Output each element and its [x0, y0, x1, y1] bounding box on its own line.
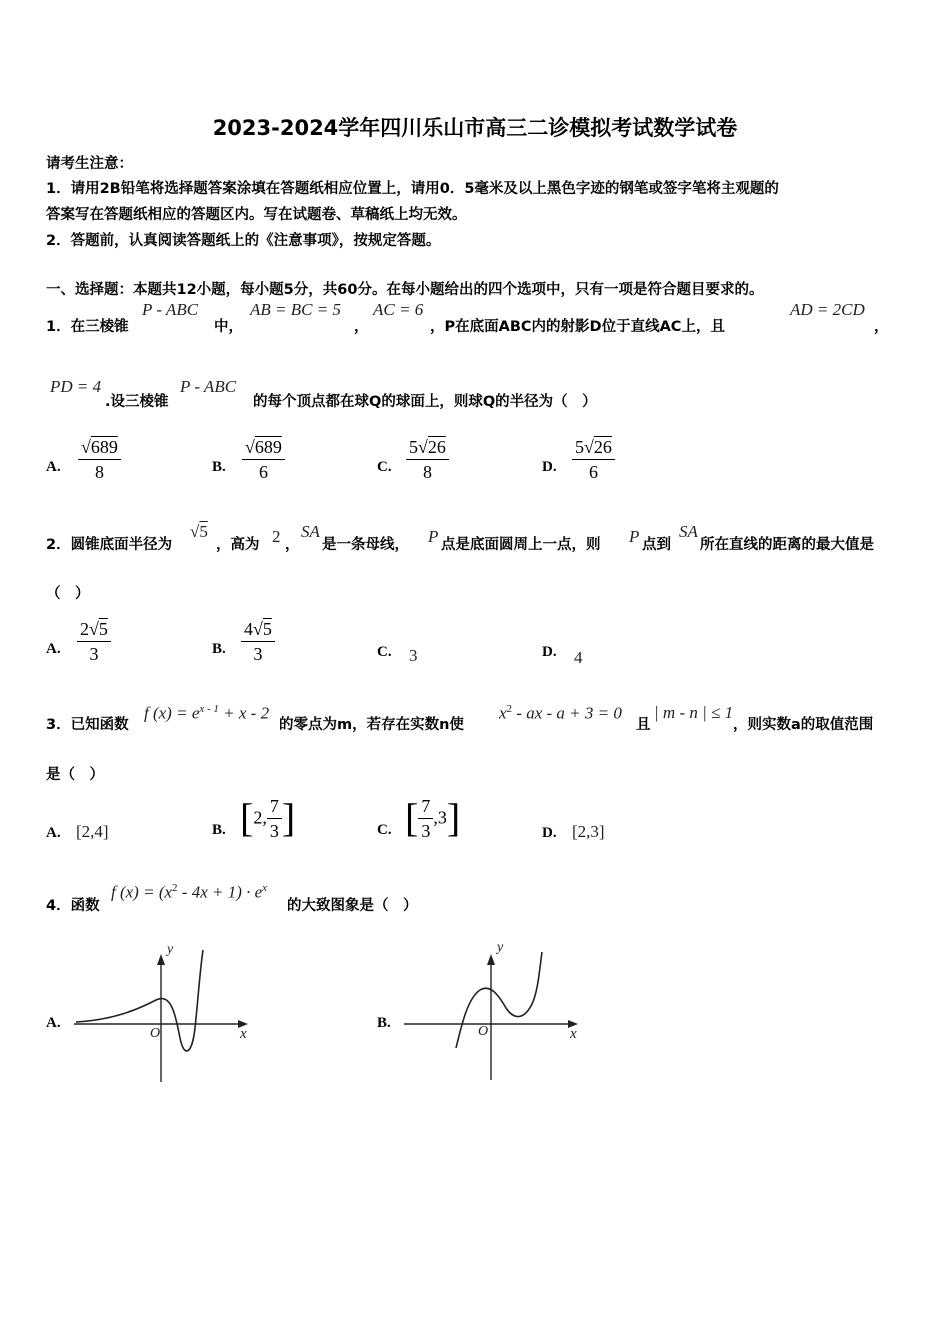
q4-a-origin-label: O	[150, 1026, 161, 1041]
q4-function	[111, 882, 267, 903]
q2-p-2: P	[629, 527, 640, 546]
q2-sa-2: SA	[679, 522, 698, 541]
q3-option-c-numerator: 7	[418, 794, 433, 819]
q3-abs-condition: | m - n | ≤ 1	[654, 703, 734, 722]
q2-option-a-coef: 2	[80, 619, 89, 639]
q2-text-8: （ ）	[46, 586, 90, 602]
q4-b-origin-label: O	[478, 1024, 489, 1039]
q1-text-5: ，	[874, 319, 889, 335]
q1-math-3: AC = 6	[373, 300, 424, 319]
q3-text-2: 的零点为m，若存在实数n使	[279, 717, 464, 733]
q3-function-base: f (x) = e	[144, 703, 200, 723]
q4-option-b-svg	[402, 938, 592, 1083]
q2-sa-1: SA	[301, 522, 320, 541]
q2-p-1: P	[428, 527, 439, 546]
q1-math-5: PD = 4	[50, 377, 102, 396]
q3-option-c-value: [ $\frac{7}{3}$ ,3]	[405, 795, 461, 841]
q4-option-a-label: A.	[46, 1015, 61, 1031]
q1-option-a-denominator: 8	[94, 462, 104, 482]
q3-option-c-right: ,3	[433, 807, 447, 828]
q1-text-2: 中，	[214, 319, 243, 335]
q1-text-1: 1．在三棱锥	[46, 319, 129, 335]
q3-option-c-label: C.	[377, 822, 392, 838]
q3-text-3: 且	[636, 717, 651, 733]
q4-a-y-label: y	[167, 942, 174, 957]
q1-option-c-value: $\frac{5√26}{8}$	[406, 435, 449, 484]
q3-equation-base: x	[499, 703, 507, 723]
section-heading: 一、选择题：本题共12小题，每小题5分，共60分。在每小题给出的四个选项中，只有一项是符合题目要求的。	[46, 282, 764, 298]
q1-option-b-denominator: 6	[258, 462, 268, 482]
q2-option-a-denominator: 3	[89, 644, 99, 664]
q2-text-2: ，高为	[216, 537, 260, 553]
q1-option-d-value: $\frac{5√26}{6}$	[572, 435, 615, 484]
q1-text-6: .设三棱锥	[105, 394, 169, 410]
notice-heading: 请考生注意：	[46, 156, 133, 172]
q2-text-3: ，	[285, 537, 300, 553]
q3-option-d[interactable]	[542, 822, 605, 842]
q4-b-y-arrow	[487, 954, 495, 965]
notice-line-1-cont: 答案写在答题纸相应的答题区内。写在试题卷、草稿纸上均无效。	[46, 207, 467, 223]
q3-option-d-label: D.	[542, 825, 557, 841]
q4-b-y-label: y	[497, 940, 504, 955]
q4-function-base: f (x) = (x	[111, 882, 173, 902]
q2-option-c-label: C.	[377, 644, 392, 660]
q2-option-d-value: 4	[574, 648, 583, 667]
q1-option-a-label: A.	[46, 459, 61, 475]
q4-function-mid: - 4x + 1) · e	[177, 882, 263, 902]
page-title: 2023-2024学年四川乐山市高三二诊模拟考试数学试卷	[212, 116, 738, 140]
q1-option-c-radicand: 26	[427, 437, 446, 457]
q1-option-d-coef: 5	[575, 437, 584, 457]
q1-text-7: 的每个顶点都在球Q的球面上，则球Q的半径为（ ）	[253, 394, 597, 410]
q1-option-d-label: D.	[542, 459, 557, 475]
q2-option-b-coef: 4	[244, 619, 253, 639]
q2-option-a-value: $\frac{2√5}{3}$	[77, 617, 111, 666]
q3-equation	[499, 703, 622, 724]
q1-option-b-value: $\frac{√689}{6}$	[242, 435, 285, 484]
q2-option-b-denominator: 3	[253, 644, 263, 664]
q3-option-b-denominator: 3	[269, 820, 279, 841]
q2-text-1: 2．圆锥底面半径为	[46, 537, 173, 553]
q3-text-5: 是（ ）	[46, 767, 104, 783]
q2-text-6: 点到	[642, 537, 671, 553]
q3-option-a-value: [2,4]	[76, 822, 109, 841]
q2-radius-radicand: 5	[199, 522, 208, 541]
q3-option-b-left: 2,	[253, 807, 267, 828]
q4-a-curve	[76, 950, 203, 1051]
q3-option-a-label: A.	[46, 825, 61, 841]
q1-option-d-radicand: 26	[593, 437, 612, 457]
q4-option-a-svg	[72, 940, 262, 1085]
q3-option-b-numerator: 7	[267, 794, 282, 819]
q2-text-4: 是一条母线，	[322, 537, 409, 553]
q4-text-2: 的大致图象是（ ）	[287, 898, 418, 914]
q4-option-b-graph[interactable]	[402, 938, 592, 1083]
q1-option-d-denominator: 6	[588, 462, 598, 482]
q2-radius: √5	[190, 522, 208, 541]
q4-text-1: 4．函数	[46, 898, 100, 914]
q3-function-tail: + x - 2	[218, 703, 270, 723]
q2-option-d-label: D.	[542, 644, 557, 660]
q2-option-a-label: A.	[46, 641, 61, 657]
q3-equation-tail: - ax - a + 3 = 0	[512, 703, 622, 723]
q2-text-7: 所在直线的距离的最大值是	[700, 537, 874, 553]
q3-function	[144, 703, 269, 724]
q2-height: 2	[272, 527, 281, 546]
q2-option-b-label: B.	[212, 641, 226, 657]
q1-option-b-label: B.	[212, 459, 226, 475]
q3-function-exponent: x - 1	[199, 703, 219, 715]
q2-option-b-radicand: 5	[262, 619, 272, 639]
notice-line-1: 1．请用2B铅笔将选择题答案涂填在答题纸相应位置上，请用0．5毫米及以上黑色字迹的钢笔或签字笔将主观题的	[46, 181, 779, 197]
notice-line-2: 2．答题前，认真阅读答题纸上的《注意事项》，按规定答题。	[46, 233, 441, 249]
q4-function-exponent-2: x	[262, 882, 268, 894]
q1-option-a-value: $\frac{√689}{8}$	[78, 435, 121, 484]
q1-math-4: AD = 2CD	[790, 300, 865, 319]
q4-a-y-arrow	[157, 954, 165, 965]
q3-option-c-denominator: 3	[421, 820, 431, 841]
q4-option-a-graph[interactable]	[72, 940, 262, 1085]
q3-option-b-value: [2, $\frac{7}{3}$ ]	[240, 795, 296, 841]
q3-equation-exponent: 2	[506, 703, 513, 715]
q2-option-c-value: 3	[409, 646, 418, 665]
q2-text-5: 点是底面圆周上一点，则	[441, 537, 601, 553]
q1-math-6: P - ABC	[180, 377, 237, 396]
q4-b-curve	[456, 952, 542, 1048]
q4-b-x-label: x	[570, 1026, 577, 1042]
q1-text-4: ，P在底面ABC内的射影D位于直线AC上，且	[430, 319, 725, 335]
q3-text-4: ，则实数a的取值范围	[733, 717, 874, 733]
q1-text-3: ，	[354, 319, 369, 335]
q1-math-1: P - ABC	[142, 300, 199, 319]
q4-option-b-label: B.	[377, 1015, 391, 1031]
q3-option-b-label: B.	[212, 822, 226, 838]
q1-option-c-coef: 5	[409, 437, 418, 457]
q2-option-b-value: $\frac{4√5}{3}$	[241, 617, 275, 666]
q1-option-a-radicand: 689	[90, 437, 118, 457]
q2-option-c[interactable]	[377, 641, 418, 665]
q1-math-2: AB = BC = 5	[250, 300, 341, 319]
q4-a-x-label: x	[240, 1026, 247, 1042]
q3-text-1: 3．已知函数	[46, 717, 129, 733]
q1-option-b-radicand: 689	[254, 437, 282, 457]
q1-option-c-label: C.	[377, 459, 392, 475]
q4-function-exponent: 2	[172, 882, 178, 894]
q2-option-d[interactable]	[542, 641, 583, 667]
q3-option-d-value: [2,3]	[572, 822, 605, 841]
q2-option-a-radicand: 5	[98, 619, 108, 639]
q1-option-c-denominator: 8	[422, 462, 432, 482]
q3-option-a[interactable]	[46, 822, 109, 842]
